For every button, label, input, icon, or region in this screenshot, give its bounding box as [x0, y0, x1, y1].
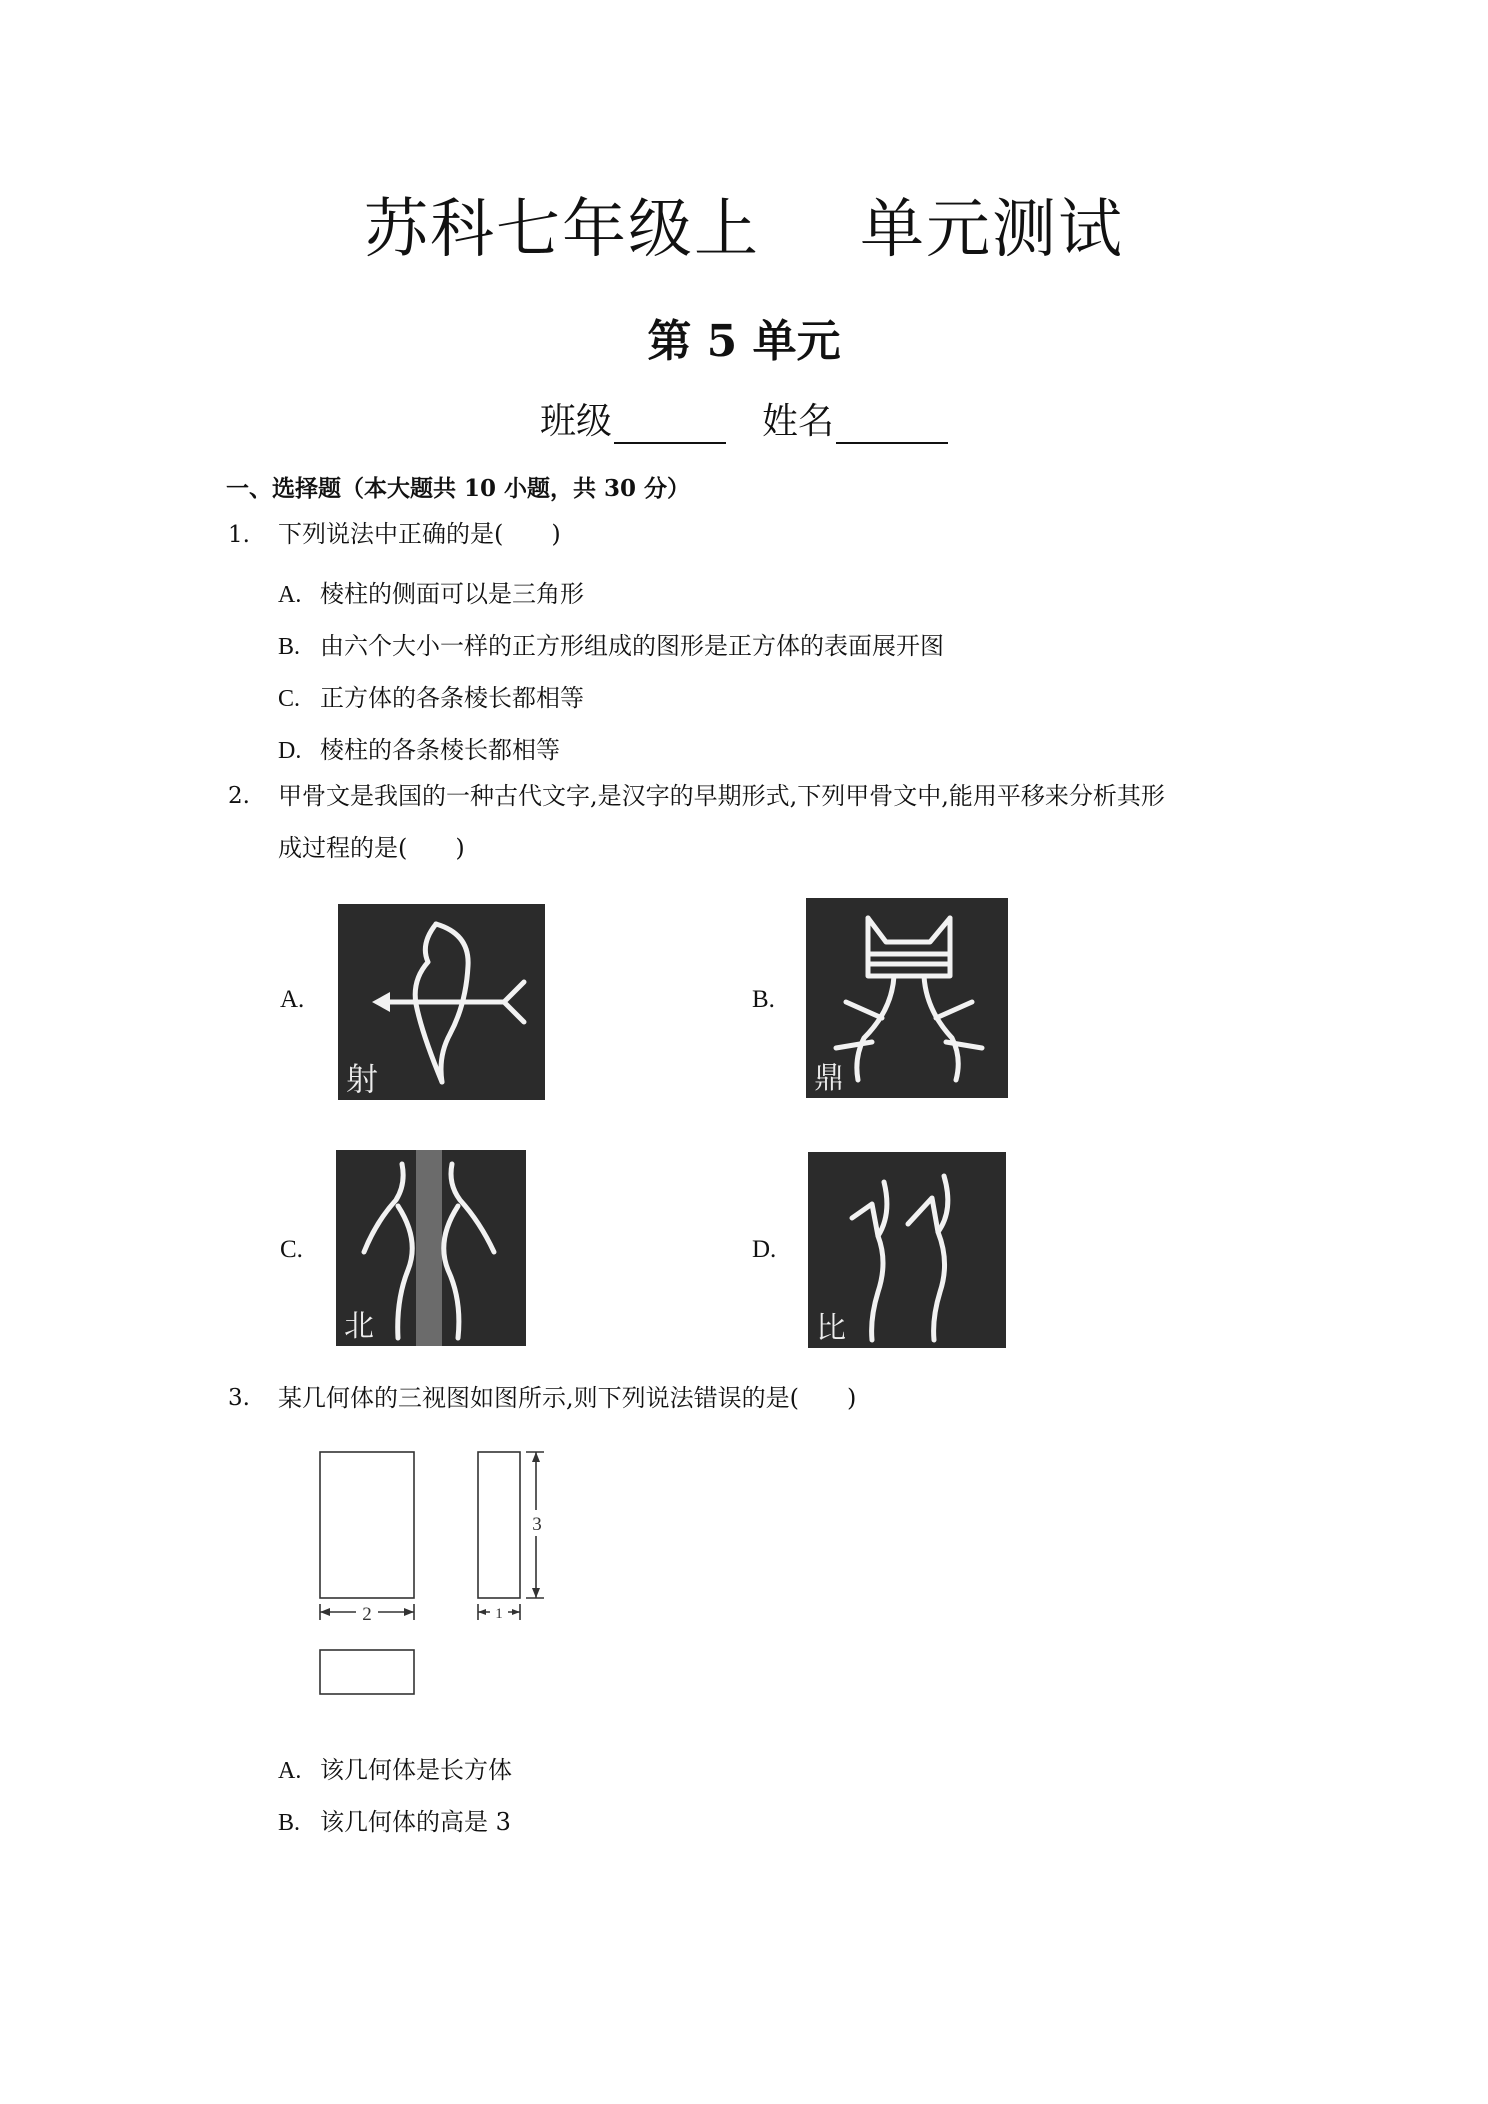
option-text: 该几何体是长方体 [320, 1756, 512, 1784]
option-text: 由六个大小一样的正方形组成的图形是正方体的表面展开图 [320, 632, 944, 660]
three-views-figure [312, 1444, 572, 1704]
image-option-label[interactable]: A. [280, 986, 305, 1013]
question-number: 2. [228, 783, 250, 809]
image-option-label[interactable]: C. [280, 1236, 303, 1263]
option-label: C. [278, 686, 301, 712]
name-label: 姓名 [762, 401, 835, 442]
image-option-label[interactable]: B. [752, 986, 775, 1013]
option-a[interactable] [278, 1750, 512, 1785]
option-label: D. [278, 738, 302, 764]
glyph-caption: 北 [344, 1309, 374, 1344]
front-view-rect [320, 1452, 414, 1598]
option-text: 棱柱的侧面可以是三角形 [320, 580, 584, 608]
question-text: 某几何体的三视图如图所示,则下列说法错误的是( ) [278, 1384, 857, 1412]
option-b[interactable] [278, 1802, 511, 1837]
glyph-caption: 射 [346, 1060, 379, 1098]
title-subject: 苏科七年级上 [364, 193, 760, 267]
unit-title: 第 5 单元 [647, 316, 841, 367]
width-label: 2 [362, 1604, 372, 1625]
height-label: 3 [532, 1514, 542, 1535]
option-a[interactable] [278, 574, 584, 609]
option-label: A. [278, 1758, 302, 1784]
name-blank[interactable] [836, 406, 948, 444]
question-text-line1: 甲骨文是我国的一种古代文字,是汉字的早期形式,下列甲骨文中,能用平移来分析其形 [278, 782, 1165, 810]
question-text: 下列说法中正确的是( ) [278, 520, 561, 548]
option-label: B. [278, 1810, 301, 1836]
option-b[interactable] [278, 626, 944, 661]
class-blank[interactable] [614, 406, 726, 444]
question-text-line2: 成过程的是( ) [278, 834, 465, 862]
question-number: 3. [228, 1385, 250, 1411]
option-label: A. [278, 582, 302, 608]
side-view-rect [478, 1452, 520, 1598]
glyph-caption: 鼎 [814, 1061, 844, 1096]
image-option-label[interactable]: D. [752, 1236, 777, 1263]
class-label: 班级 [539, 401, 612, 442]
page-title [0, 178, 1488, 270]
option-d[interactable] [278, 730, 560, 765]
cauldron-glyph-icon[interactable] [806, 898, 1008, 1098]
question-number: 1. [228, 522, 250, 548]
student-info [0, 393, 1488, 444]
glyph-caption: 比 [816, 1311, 846, 1346]
side-by-side-glyph-icon[interactable] [808, 1152, 1006, 1348]
bow-arrow-glyph-icon[interactable] [338, 904, 545, 1100]
section-heading: 一、选择题（本大题共 10 小题，共 30 分） [226, 475, 691, 502]
back-to-back-glyph-icon[interactable] [336, 1150, 526, 1346]
option-text: 正方体的各条棱长都相等 [320, 684, 584, 712]
option-label: B. [278, 634, 301, 660]
top-view-rect [320, 1650, 414, 1694]
depth-label: 1 [495, 1606, 503, 1622]
option-text: 该几何体的高是 3 [320, 1808, 511, 1836]
option-text: 棱柱的各条棱长都相等 [320, 736, 560, 764]
title-test: 单元测试 [860, 193, 1124, 267]
option-c[interactable] [278, 678, 584, 713]
